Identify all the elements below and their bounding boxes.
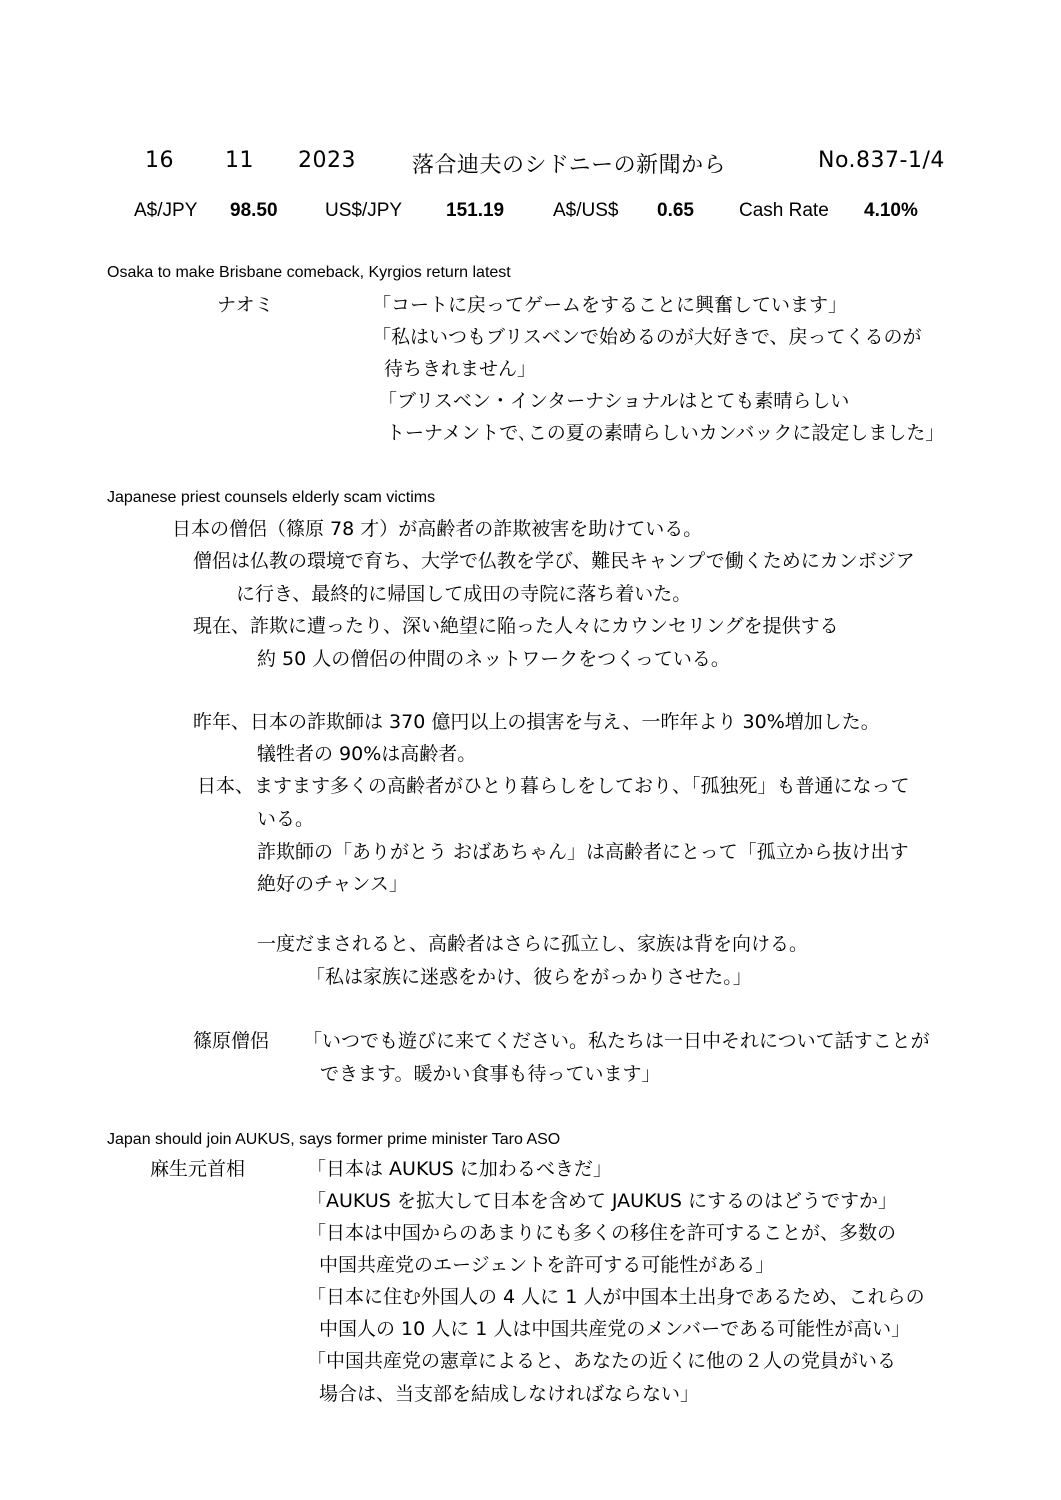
cash-rate-value: 4.10% [864,200,918,221]
quote-line: 「コートに戻ってゲームをすることに興奮しています」 [372,294,848,316]
body-line: 犠牲者の 90%は高齢者。 [257,743,477,765]
body-line: に行き、最終的に帰国して成田の寺院に落ち着いた。 [236,583,692,605]
article-headline: Osaka to make Brisbane comeback, Kyrgios return latest [107,264,511,281]
quote-line: 「中国共産党の憲章によると、あなたの近くに他の２人の党員がいる [307,1350,897,1372]
quote-line: できます。暖かい食事も待っています」 [320,1063,661,1085]
quote-line: 「日本は AUKUS に加わるべきだ」 [307,1158,612,1180]
body-line: 約 50 人の僧侶の仲間のネットワークをつくっている。 [257,648,730,670]
body-line: 現在、詐欺に遭ったり、深い絶望に陥った人々にカウンセリングを提供する [193,615,839,637]
body-line: 日本、ますます多くの高齢者がひとり暮らしをしており、「孤独死」も普通になって [197,775,910,797]
speaker-name: 篠原僧侶 [193,1030,270,1052]
usd-jpy-value: 151.19 [446,200,505,221]
header-year: 2023 [298,148,356,173]
body-line: 一度だまされると、高齢者はさらに孤立し、家族は背を向ける。 [257,933,809,955]
quote-line: 「日本は中国からのあまりにも多くの移住を許可することが、多数の [307,1222,897,1244]
article-headline: Japan should join AUKUS, says former prime minister Taro ASO [107,1131,561,1148]
body-line: いる。 [257,808,315,830]
header-day: 16 [145,148,174,173]
body-line: 日本の僧侶（篠原 78 才）が高齢者の詐欺被害を助けている。 [172,518,703,540]
quote-line: 「私はいつもブリスベンで始めるのが大好きで、戻ってくるのが [372,326,922,348]
quote-line: 「日本に住む外国人の 4 人に 1 人が中国本土出身であるため、これらの [307,1286,925,1308]
aud-jpy-label: A$/JPY [134,200,198,221]
body-line: 僧侶は仏教の環境で育ち、大学で仏教を学び、難民キャンプで働くためにカンボジア [193,550,915,572]
quote-line: 場合は、当支部を結成しなければならない」 [319,1383,700,1405]
aud-usd-label: A$/US$ [553,200,619,221]
body-line: 絶好のチャンス」 [257,873,408,895]
header-title: 落合迪夫のシドニーの新聞から [412,153,727,178]
quote-line: 「私は家族に迷惑をかけ、彼らをがっかりさせた。」 [306,966,752,988]
speaker-name: 麻生元首相 [150,1158,246,1180]
quote-line: 「AUKUS を拡大して日本を含めて JAUKUS にするのはどうですか」 [307,1190,898,1212]
quote-line: 待ちきれません」 [384,358,537,380]
usd-jpy-label: US$/JPY [325,200,403,221]
aud-usd-value: 0.65 [657,200,694,221]
quote-line: 中国共産党のエージェントを許可する可能性がある」 [319,1254,775,1276]
cash-rate-label: Cash Rate [739,200,829,221]
speaker-name: ナオミ [217,294,274,316]
quote-line: 中国人の 10 人に 1 人は中国共産党のメンバーである可能性が高い」 [319,1318,911,1340]
header-issue: No.837-1/4 [818,148,945,173]
quote-line: トーナメントで､この夏の素晴らしいカンバックに設定しました」 [386,422,945,444]
article-headline: Japanese priest counsels elderly scam victims [107,489,436,506]
body-line: 昨年、日本の詐欺師は 370 億円以上の損害を与え、一昨年より 30%増加した。 [193,711,880,733]
aud-jpy-value: 98.50 [230,200,278,221]
body-line: 詐欺師の「ありがとう おばあちゃん」は高齢者にとって「孤立から抜け出す [257,841,909,863]
quote-line: 「いつでも遊びに来てください。私たちは一日中それについて話すことが [303,1030,930,1052]
header-month: 11 [225,148,254,173]
quote-line: 「ブリスベン・インターナショナルはとても素晴らしい [378,390,850,412]
